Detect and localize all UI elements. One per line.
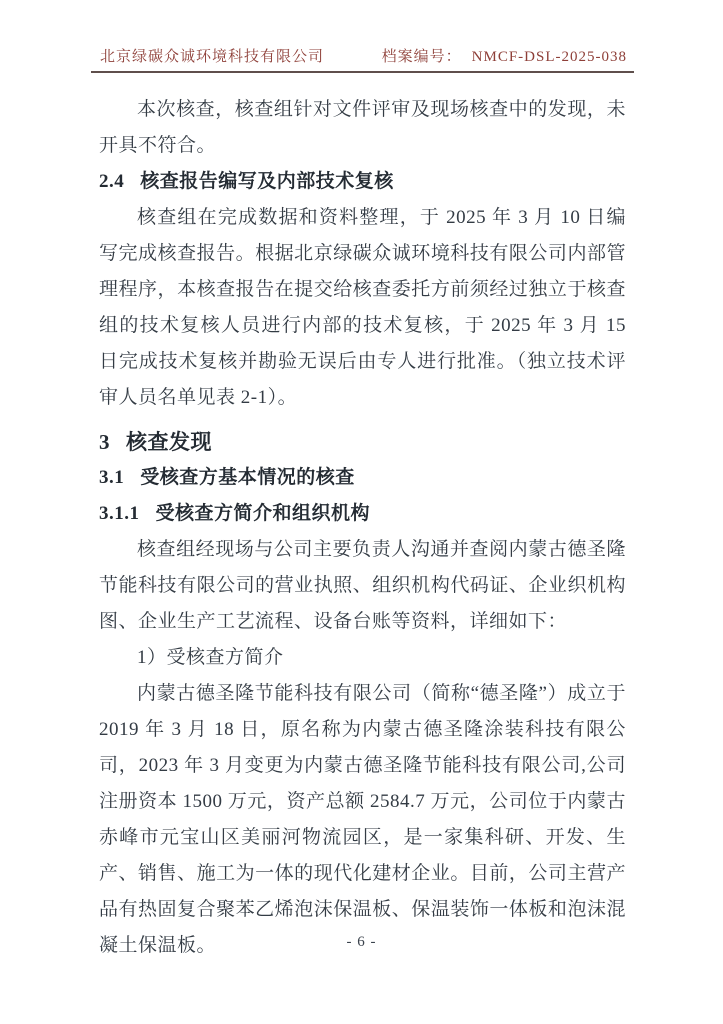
section-title: 受核查方基本情况的核查 [140, 467, 355, 488]
section-number: 2.4 [99, 171, 125, 192]
section-heading-3-1 [99, 460, 626, 496]
section-title: 核查发现 [126, 430, 212, 454]
paragraph-report-compilation: 核查组在完成数据和资料整理，于 2025 年 3 月 10 日编写完成核查报告。根据北京绿碳众诚环境科技有限公司内部管理程序，本核查报告在提交给核查委托方前须经过独立于核查组的技术复核人员进行内部的技术复核，于 2025 年 3 月 15 日完成技术复核并勘验无误后由专人进行批准。（独立技术评审人员名单见表 2-1）。 [99, 207, 626, 408]
file-number-label: 档案编号： [381, 49, 462, 65]
list-item-company-intro: 1）受核查方简介 [137, 647, 284, 668]
page-header [100, 45, 627, 66]
section-number: 3 [99, 430, 110, 454]
section-number: 3.1 [99, 467, 125, 488]
section-heading-3 [99, 424, 626, 460]
header-file-number-group [382, 45, 627, 66]
header-divider-line [91, 71, 634, 73]
page-number: - 6 - [346, 934, 377, 950]
section-heading-2-4 [99, 164, 626, 200]
paragraph-onsite-review-materials: 核查组经现场与公司主要负责人沟通并查阅内蒙古德圣隆节能科技有限公司的营业执照、组织机构代码证、企业织机构图、企业生产工艺流程、设备台账等资料，详细如下： [99, 539, 626, 632]
section-title: 受核查方简介和组织机构 [155, 503, 371, 524]
section-number: 3.1.1 [99, 503, 140, 524]
paragraph-no-nonconformity: 本次核查，核查组针对文件评审及现场核查中的发现，未开具不符合。 [99, 99, 626, 156]
header-company-name: 北京绿碳众诚环境科技有限公司 [100, 49, 325, 65]
paragraph-company-profile: 内蒙古德圣隆节能科技有限公司（简称“德圣隆”）成立于 2019 年 3 月 18 日，原名称为内蒙古德圣隆涂装科技有限公司，2023 年 3 月变更为内蒙古德圣隆节能科技有限公司,公司注册资本 1500 万元，资产总额 2584.7 万元，公司位于内蒙古赤峰市元宝山区美丽河物流园区，是一家集科研、开发、生产、销售、施工为一体的现代化建材企业。目前，公司主营产品有热固复合聚苯乙烯泡沫保温板、保温装饰一体板和泡沫混凝土保温板。 [99, 683, 626, 956]
page-footer [0, 934, 723, 951]
file-number-value: NMCF-DSL-2025-038 [471, 49, 627, 65]
section-heading-3-1-1 [99, 496, 626, 532]
document-body [99, 92, 626, 964]
section-title: 核查报告编写及内部技术复核 [140, 171, 394, 192]
